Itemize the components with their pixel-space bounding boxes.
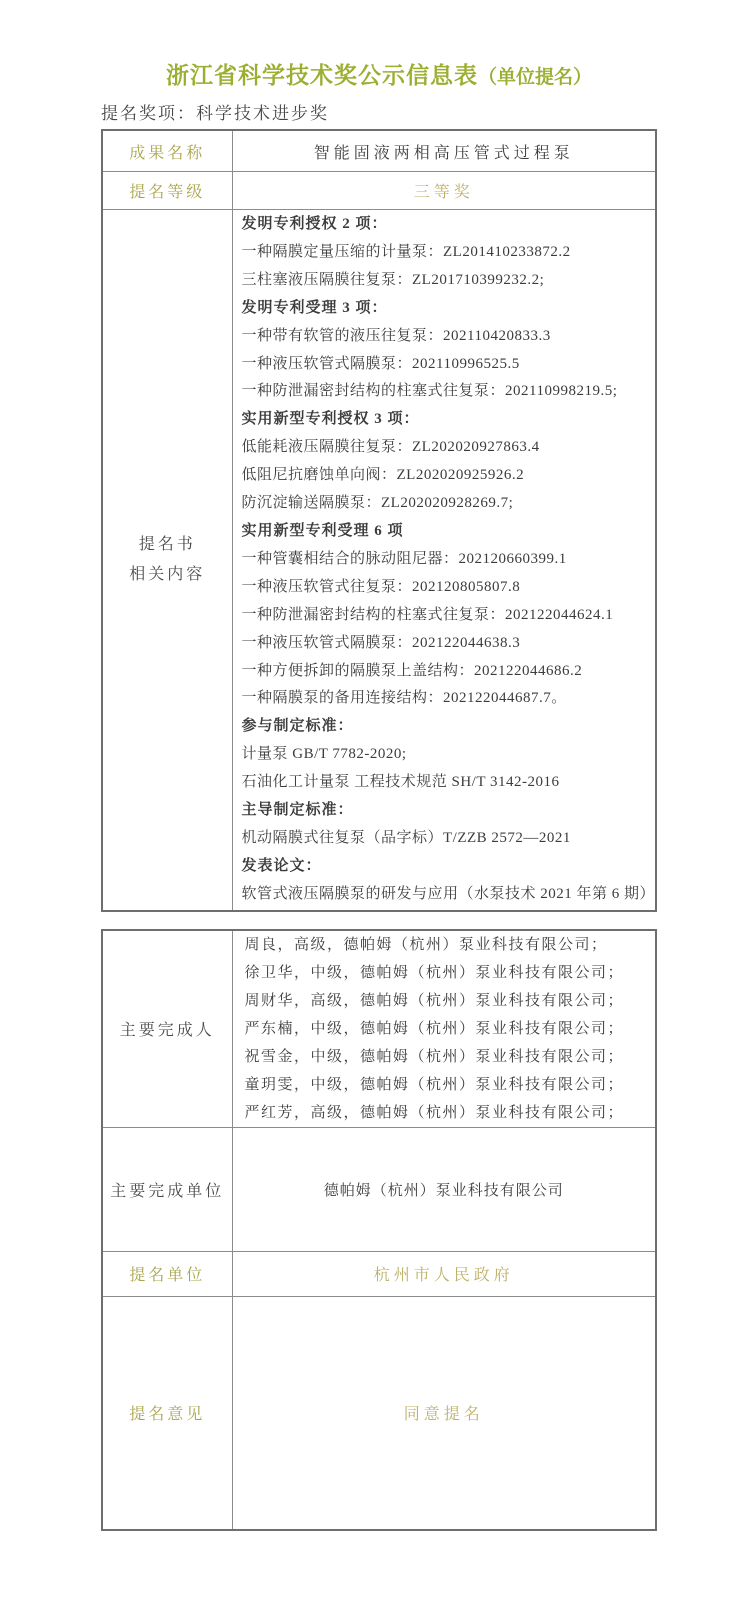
contributor-line: 严红芳，高级，德帕姆（杭州）泵业科技有限公司； — [244, 1104, 625, 1121]
table-row-main-contributors — [102, 930, 656, 1128]
page-title — [101, 58, 657, 96]
content-line: 石油化工计量泵 工程技术规范 SH/T 3142-2016 — [241, 774, 560, 791]
content-line: 低能耗液压隔膜往复泵：ZL202020927863.4 — [241, 439, 540, 456]
content-line: 发明专利授权 2 项： — [241, 216, 388, 232]
page-title-main: 浙江省科学技术奖公示信息表 — [165, 63, 478, 88]
nomination-grade-label: 提名等级 — [102, 172, 232, 210]
content-line: 软管式液压隔膜泵的研发与应用（水泵技术 2021 年第 6 期） — [241, 885, 656, 902]
achievement-name-label: 成果名称 — [102, 130, 232, 172]
content-line: 低阻尼抗磨蚀单向阀：ZL202020925926.2 — [241, 467, 525, 484]
nomination-grade-value: 三等奖 — [232, 172, 656, 210]
contributor-line: 童玥雯，中级，德帕姆（杭州）泵业科技有限公司； — [244, 1076, 625, 1093]
table-row-achievement-name — [102, 130, 656, 172]
content-line: 防沉淀输送隔膜泵：ZL202020928269.7; — [241, 495, 514, 512]
content-line: 一种防泄漏密封结构的柱塞式往复泵：202122044624.1 — [241, 606, 614, 623]
content-line: 机动隔膜式往复泵（品字标）T/ZZB 2572—2021 — [241, 829, 571, 846]
award-category-line: 提名奖项：科学技术进步奖 — [101, 104, 329, 123]
contributor-line: 祝雪金，中级，德帕姆（杭州）泵业科技有限公司； — [244, 1048, 625, 1065]
nomination-content-label — [102, 210, 232, 911]
table-row-nomination-grade — [102, 172, 656, 210]
document-body — [101, 58, 657, 1531]
content-line: 一种管囊相结合的脉动阻尼器：202120660399.1 — [241, 550, 567, 567]
contributor-line: 徐卫华，中级，德帕姆（杭州）泵业科技有限公司； — [244, 964, 625, 981]
content-line: 实用新型专利受理 6 项 — [241, 522, 404, 539]
content-line: 一种隔膜定量压缩的计量泵：ZL201410233872.2 — [241, 243, 571, 260]
nomination-content-label-line1: 提名书 — [138, 535, 196, 553]
content-line: 三柱塞液压隔膜往复泵：ZL201710399232.2; — [241, 271, 545, 288]
completion-info-table — [101, 929, 657, 1531]
content-line: 一种液压软管式隔膜泵：202122044638.3 — [241, 634, 521, 651]
content-line: 一种带有软管的液压往复泵：202110420833.3 — [241, 327, 551, 344]
contributor-line: 周良，高级，德帕姆（杭州）泵业科技有限公司； — [244, 936, 608, 953]
content-line: 主导制定标准： — [241, 802, 354, 819]
content-line: 参与制定标准： — [241, 718, 354, 735]
content-line: 计量泵 GB/T 7782-2020; — [241, 746, 407, 763]
nomination-opinion-value: 同意提名 — [232, 1296, 656, 1530]
main-completion-unit-label: 主要完成单位 — [102, 1127, 232, 1251]
content-line: 一种隔膜泵的备用连接结构：202122044687.7。 — [241, 690, 567, 707]
nomination-content-value — [232, 210, 656, 911]
table-row-main-completion-unit — [102, 1127, 656, 1251]
content-line: 一种方便拆卸的隔膜泵上盖结构：202122044686.2 — [241, 662, 583, 679]
nomination-opinion-label: 提名意见 — [102, 1296, 232, 1530]
table-row-nomination-opinion — [102, 1296, 656, 1530]
achievement-name-value: 智能固液两相高压管式过程泵 — [232, 130, 656, 172]
main-contributors-value — [232, 930, 656, 1128]
content-line: 发明专利受理 3 项： — [241, 299, 388, 316]
nominating-unit-label: 提名单位 — [102, 1251, 232, 1296]
nominating-unit-value: 杭州市人民政府 — [232, 1251, 656, 1296]
contributor-line: 严东楠，中级，德帕姆（杭州）泵业科技有限公司； — [244, 1020, 625, 1037]
table-row-nominating-unit — [102, 1251, 656, 1296]
content-line: 一种防泄漏密封结构的柱塞式往复泵：202110998219.5; — [241, 383, 618, 400]
nomination-content-label-line2: 相关内容 — [129, 565, 206, 583]
content-line: 一种液压软管式往复泵：202120805807.8 — [241, 578, 521, 595]
page-title-suffix: （单位提名） — [477, 67, 592, 88]
content-line: 发表论文： — [241, 857, 322, 874]
main-contributors-label: 主要完成人 — [102, 930, 232, 1128]
main-completion-unit-value: 德帕姆（杭州）泵业科技有限公司 — [232, 1127, 656, 1251]
content-line: 一种液压软管式隔膜泵：202110996525.5 — [241, 355, 520, 372]
content-line: 实用新型专利授权 3 项： — [241, 411, 420, 428]
table-row-nomination-content — [102, 210, 656, 911]
award-info-table — [101, 129, 657, 912]
contributor-line: 周财华，高级，德帕姆（杭州）泵业科技有限公司； — [244, 992, 625, 1009]
